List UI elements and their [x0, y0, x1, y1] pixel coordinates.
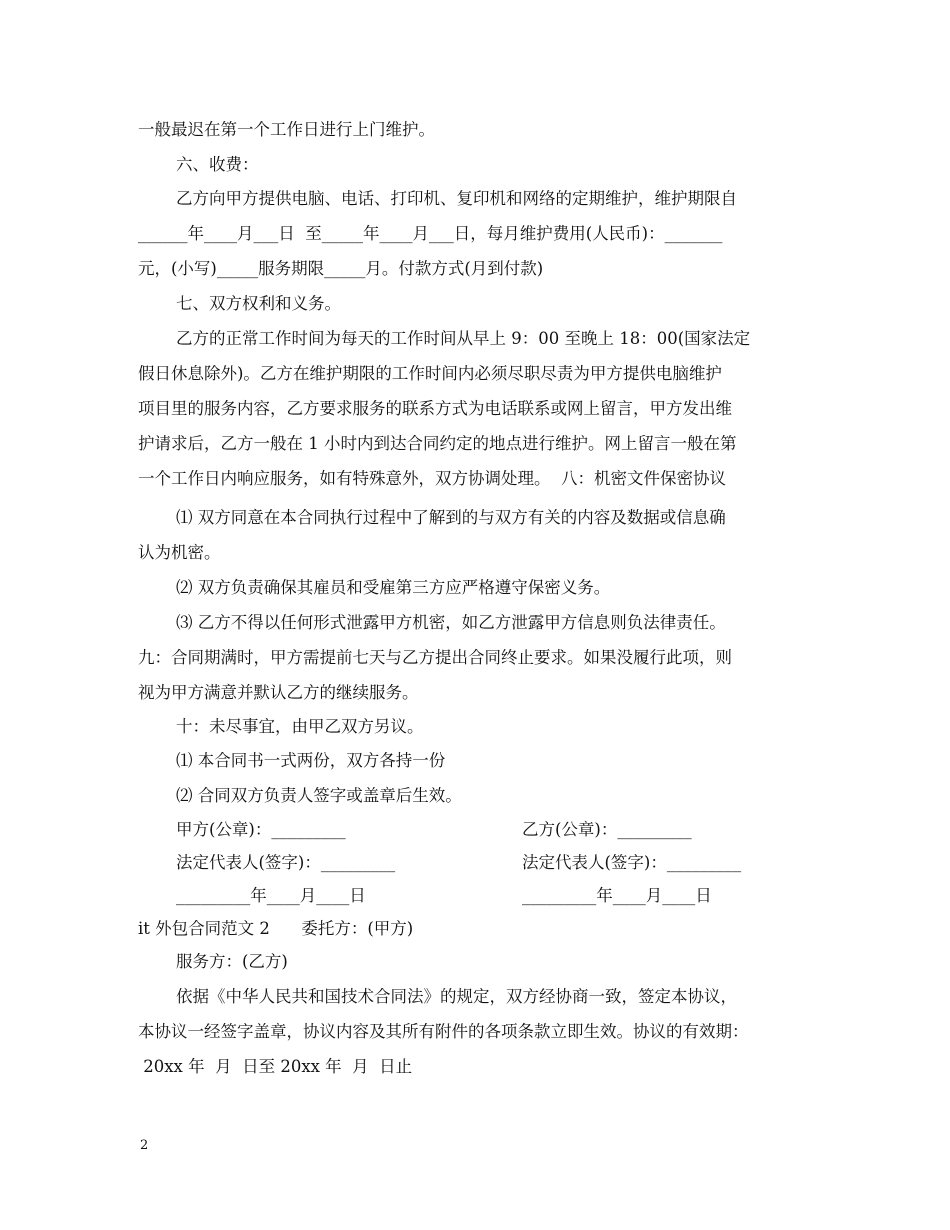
- second-contract-title: it 外包合同范文 2 委托方：(甲方): [138, 919, 414, 938]
- page-number: 2: [140, 1138, 149, 1153]
- clause-1: ⑴ 双方同意在本合同执行过程中了解到的与双方有关的内容及数据或信息确: [176, 508, 726, 527]
- text-line-8: 假日休息除外)。乙方在维护期限的工作时间内必须尽职尽责为甲方提供电脑维护: [138, 364, 722, 383]
- text-line-validity: 本协议一经签字盖章，协议内容及其所有附件的各项条款立即生效。协议的有效期：: [138, 1022, 749, 1041]
- text-line-11: 一个工作日内响应服务，如有特殊意外，双方协调处理。 八：机密文件保密协议: [138, 469, 726, 488]
- text-line-17: 视为甲方满意并默认乙方的继续服务。: [138, 683, 419, 702]
- text-line-period: 20xx 年 月 日至 20xx 年 月 日止: [138, 1057, 413, 1076]
- text-line-basis: 依据《中华人民共和国技术合同法》的规定，双方经协商一致，签定本协议，: [176, 987, 737, 1006]
- section-ten: 十：未尽事宜，由甲乙双方另议。: [176, 717, 424, 736]
- text-line-4: ______年____月___日 至_____年____月___日，每月维护费用(人民币)：_______: [138, 224, 723, 243]
- party-a-date: _________年____月____日: [176, 886, 366, 905]
- service-party: 服务方：(乙方): [176, 952, 288, 971]
- party-b-seal: 乙方(公章)：_________: [522, 820, 692, 839]
- text-line-13: 认为机密。: [138, 543, 221, 562]
- party-a-representative: 法定代表人(签字)：_________: [176, 853, 396, 872]
- clause-copies: ⑴ 本合同书一式两份，双方各持一份: [176, 751, 446, 770]
- text-line-10: 护请求后，乙方一般在 1 小时内到达合同约定的地点进行维护。网上留言一般在第: [138, 434, 737, 453]
- party-b-date: _________年____月____日: [522, 886, 712, 905]
- text-line-7: 乙方的正常工作时间为每天的工作时间从早上 9：00 至晚上 18：00(国家法定: [176, 329, 751, 348]
- section-heading-fees: 六、收费：: [176, 155, 259, 174]
- party-b-representative: 法定代表人(签字)：_________: [522, 853, 742, 872]
- text-line-9: 项目里的服务内容，乙方要求服务的联系方式为电话联系或网上留言，甲方发出维: [138, 399, 732, 418]
- clause-2: ⑵ 双方负责确保其雇员和受雇第三方应严格遵守保密义务。: [176, 578, 611, 597]
- text-line-5: 元，(小写)_____服务期限_____月。付款方式(月到付款): [138, 259, 544, 278]
- section-heading-rights: 七、双方权利和义务。: [176, 294, 341, 313]
- clause-effective: ⑵ 合同双方负责人签字或盖章后生效。: [176, 786, 462, 805]
- text-line-3: 乙方向甲方提供电脑、电话、打印机、复印机和网络的定期维护，维护期限自: [176, 189, 737, 208]
- clause-3: ⑶ 乙方不得以任何形式泄露甲方机密，如乙方泄露甲方信息则负法律责任。: [176, 613, 726, 632]
- text-line-1: 一般最迟在第一个工作日进行上门维护。: [138, 120, 435, 139]
- party-a-seal: 甲方(公章)：_________: [176, 820, 346, 839]
- section-nine: 九：合同期满时，甲方需提前七天与乙方提出合同终止要求。如果没履行此项，则: [138, 648, 732, 667]
